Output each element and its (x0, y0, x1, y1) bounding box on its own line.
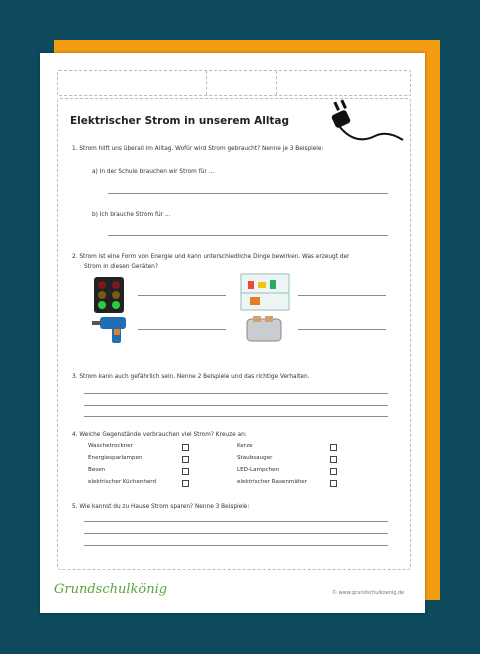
question-4: 4. Welche Gegenstände verbrauchen viel Strom? Kreuze an: (72, 432, 247, 438)
answer-line[interactable] (84, 521, 388, 522)
brand-logo: Grundschulkönig (54, 582, 168, 597)
drill-icon (90, 311, 134, 345)
option-label: Staubsauger (237, 455, 273, 461)
answer-line[interactable] (84, 416, 388, 417)
answer-line[interactable] (84, 405, 388, 406)
answer-line[interactable] (84, 533, 388, 534)
toaster-icon (245, 313, 285, 343)
option-label: Besen (88, 467, 106, 473)
answer-line[interactable] (138, 295, 226, 296)
copyright-site: © www.grundschulkoenig.de (332, 590, 405, 596)
option-label: elektrischer Küchenherd (88, 479, 157, 485)
checkbox[interactable] (182, 456, 189, 463)
option-label: Waschetrockner (88, 443, 133, 449)
question-1b: b) Ich brauche Strom für ... (92, 212, 171, 218)
checkbox[interactable] (182, 444, 189, 451)
option-label: LED-Lampchen (237, 467, 280, 473)
refrigerator-icon (240, 273, 290, 311)
worksheet-title: Elektrischer Strom in unserem Alltag (70, 115, 290, 127)
checkbox[interactable] (182, 468, 189, 475)
answer-line[interactable] (108, 193, 388, 194)
header-strip (57, 70, 411, 96)
answer-line[interactable] (84, 393, 388, 394)
option-label: Energiesparlampen (88, 455, 143, 461)
checkbox[interactable] (330, 456, 337, 463)
checkbox[interactable] (330, 444, 337, 451)
question-3: 3. Strom kann auch gefährlich sein. Nenne 2 Beispiele und das richtige Verhalten. (72, 374, 310, 380)
answer-line[interactable] (84, 545, 388, 546)
option-label: elektrischer Rasenmäher (237, 479, 308, 485)
worksheet-page (40, 53, 425, 613)
answer-line[interactable] (298, 295, 386, 296)
question-2-line2: Strom in diesen Geräten? (84, 264, 158, 270)
question-5: 5. Wie kannst du zu Hause Strom sparen? Nenne 3 Beispiele: (72, 504, 250, 510)
answer-line[interactable] (138, 329, 226, 330)
answer-line[interactable] (298, 329, 386, 330)
question-1: 1. Strom hilft uns überall im Alltag. Wofür wird Strom gebraucht? Nenne je 3 Beispiele: (72, 146, 324, 152)
question-1a: a) In der Schule brauchen wir Strom für ... (92, 169, 215, 175)
question-2-line1: 2. Strom ist eine Form von Energie und kann unterschiedliche Dinge bewirken. Was erzeugt der (72, 254, 350, 260)
traffic-light-icon (92, 275, 126, 315)
option-label: Kerze (237, 443, 253, 449)
answer-line[interactable] (108, 235, 388, 236)
plug-icon (325, 98, 410, 148)
checkbox[interactable] (330, 468, 337, 475)
checkbox[interactable] (182, 480, 189, 487)
checkbox[interactable] (330, 480, 337, 487)
